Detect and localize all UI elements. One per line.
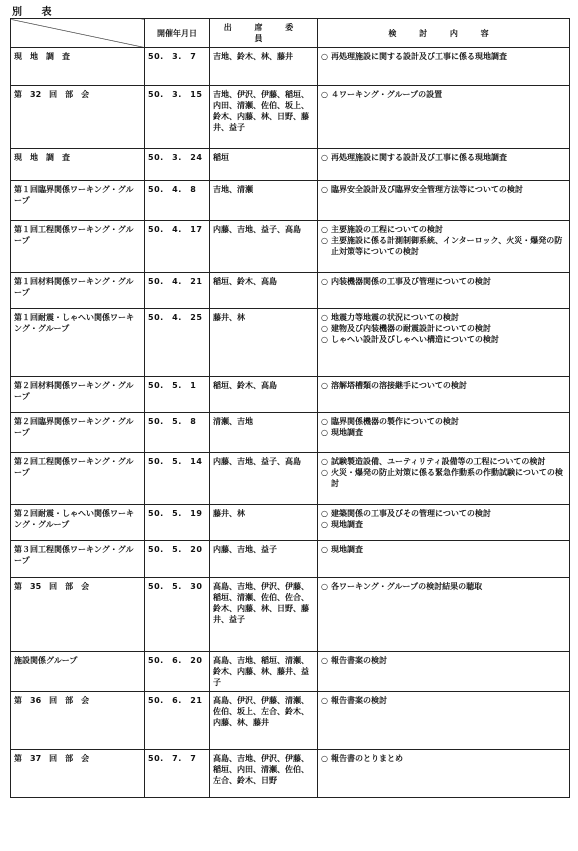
meeting-date: 50. 5. 20 — [145, 541, 210, 578]
agenda-item-text: 現地調査 — [331, 545, 363, 554]
table-row — [11, 86, 570, 149]
agenda-item-text: 各ワーキング・グループの検討結果の聴取 — [331, 582, 483, 591]
agenda-item — [321, 89, 566, 100]
agenda-item — [321, 152, 566, 163]
agenda-items — [318, 652, 570, 692]
meeting-date: 50. 4. 8 — [145, 181, 210, 221]
meeting-name: 第 35 回 部 会 — [11, 578, 145, 652]
agenda-items — [318, 273, 570, 309]
meeting-name: 第１回材料関係ワーキング・グループ — [11, 273, 145, 309]
meeting-name: 第２回耐震・しゃへい関係ワーキング・グループ — [11, 505, 145, 541]
agenda-items — [318, 453, 570, 505]
table-row — [11, 578, 570, 652]
table-row — [11, 273, 570, 309]
table-row — [11, 309, 570, 377]
meeting-schedule-table — [10, 18, 570, 798]
table-row — [11, 692, 570, 750]
agenda-item — [321, 544, 566, 555]
agenda-items — [318, 541, 570, 578]
circle-bullet-icon: ○ — [321, 696, 328, 705]
circle-bullet-icon: ○ — [321, 225, 328, 234]
circle-bullet-icon: ○ — [321, 90, 328, 99]
agenda-item — [321, 456, 566, 467]
meeting-name: 第１回工程関係ワーキング・グループ — [11, 221, 145, 273]
attending-members: 高島、吉地、稲垣、清瀬、鈴木、内藤、林、藤井、益子 — [210, 652, 318, 692]
attending-members: 内藤、吉地、益子、高島 — [210, 453, 318, 505]
agenda-items — [318, 149, 570, 181]
agenda-item — [321, 323, 566, 334]
agenda-item-text: 主要施設の工程についての検討 — [331, 225, 443, 234]
meeting-date: 50. 5. 30 — [145, 578, 210, 652]
agenda-item-text: 建築関係の工事及びその管理についての検討 — [331, 509, 491, 518]
circle-bullet-icon: ○ — [321, 185, 328, 194]
circle-bullet-icon: ○ — [321, 520, 328, 529]
agenda-item — [321, 655, 566, 666]
agenda-item — [321, 51, 566, 62]
agenda-item-text: しゃへい設計及びしゃへい構造についての検討 — [331, 335, 499, 344]
attending-members: 吉地、鈴木、林、藤井 — [210, 48, 318, 86]
agenda-item — [321, 581, 566, 592]
attending-members: 内藤、吉地、益子 — [210, 541, 318, 578]
attending-members: 吉地、伊沢、伊藤、稲垣、内田、清瀬、佐伯、坂上、鈴木、内藤、林、日野、藤井、益子 — [210, 86, 318, 149]
agenda-items — [318, 413, 570, 453]
header-content: 検 討 内 容 — [318, 19, 570, 48]
meeting-date: 50. 6. 21 — [145, 692, 210, 750]
agenda-item-text: 現地調査 — [331, 428, 363, 437]
document-title: 別 表 — [12, 7, 60, 18]
agenda-items — [318, 377, 570, 413]
circle-bullet-icon: ○ — [321, 417, 328, 426]
agenda-item — [321, 519, 566, 530]
agenda-item-text: 地震力等地震の状況についての検討 — [331, 313, 459, 322]
table-row — [11, 181, 570, 221]
meeting-name: 現 地 調 査 — [11, 48, 145, 86]
table-row — [11, 541, 570, 578]
circle-bullet-icon: ○ — [321, 656, 328, 665]
circle-bullet-icon: ○ — [321, 324, 328, 333]
agenda-items — [318, 578, 570, 652]
meeting-date: 50. 5. 8 — [145, 413, 210, 453]
agenda-items — [318, 309, 570, 377]
meeting-date: 50. 3. 15 — [145, 86, 210, 149]
table-row — [11, 48, 570, 86]
agenda-item-text: 臨界安全設計及び臨界安全管理方法等についての検討 — [331, 185, 523, 194]
agenda-items — [318, 750, 570, 798]
meeting-date: 50. 3. 7 — [145, 48, 210, 86]
circle-bullet-icon: ○ — [321, 582, 328, 591]
agenda-item — [321, 467, 566, 489]
agenda-item — [321, 508, 566, 519]
agenda-item — [321, 235, 566, 257]
agenda-items — [318, 181, 570, 221]
agenda-items — [318, 86, 570, 149]
agenda-item — [321, 753, 566, 764]
table-row — [11, 413, 570, 453]
meeting-date: 50. 5. 14 — [145, 453, 210, 505]
meeting-name: 現 地 調 査 — [11, 149, 145, 181]
meeting-name: 第２回材料関係ワーキング・グループ — [11, 377, 145, 413]
agenda-item-text: 火災・爆発の防止対策に係る緊急作動系の作動試験についての検討 — [331, 468, 563, 488]
agenda-item-text: 溶解塔槽類の溶接継手についての検討 — [331, 381, 467, 390]
agenda-item — [321, 380, 566, 391]
attending-members: 藤井、林 — [210, 309, 318, 377]
meeting-date: 50. 4. 17 — [145, 221, 210, 273]
table-row — [11, 505, 570, 541]
agenda-items — [318, 505, 570, 541]
agenda-item — [321, 334, 566, 345]
meeting-date: 50. 3. 24 — [145, 149, 210, 181]
circle-bullet-icon: ○ — [321, 381, 328, 390]
circle-bullet-icon: ○ — [321, 236, 328, 245]
circle-bullet-icon: ○ — [321, 468, 328, 477]
circle-bullet-icon: ○ — [321, 52, 328, 61]
circle-bullet-icon: ○ — [321, 153, 328, 162]
meeting-date: 50. 7. 7 — [145, 750, 210, 798]
header-members: 出 席 委 員 — [210, 19, 318, 48]
meeting-date: 50. 5. 1 — [145, 377, 210, 413]
circle-bullet-icon: ○ — [321, 313, 328, 322]
meeting-date: 50. 4. 21 — [145, 273, 210, 309]
circle-bullet-icon: ○ — [321, 277, 328, 286]
agenda-item-text: 臨界関係機器の製作についての検討 — [331, 417, 459, 426]
circle-bullet-icon: ○ — [321, 509, 328, 518]
attending-members: 稲垣、鈴木、高島 — [210, 377, 318, 413]
table-row — [11, 221, 570, 273]
meeting-name: 第２回工程関係ワーキング・グループ — [11, 453, 145, 505]
agenda-item — [321, 427, 566, 438]
header-meeting-cell — [11, 19, 145, 48]
table-row — [11, 377, 570, 413]
agenda-items — [318, 692, 570, 750]
attending-members: 稲垣 — [210, 149, 318, 181]
table-row — [11, 149, 570, 181]
meeting-name: 施設関係グループ — [11, 652, 145, 692]
agenda-item-text: ４ワーキング・グループの設置 — [331, 90, 443, 99]
agenda-items — [318, 48, 570, 86]
table-row — [11, 750, 570, 798]
attending-members: 清瀬、吉地 — [210, 413, 318, 453]
attending-members: 高島、吉地、伊沢、伊藤、稲垣、清瀬、佐伯、佐合、鈴木、内藤、林、日野、藤井、益子 — [210, 578, 318, 652]
meeting-date: 50. 5. 19 — [145, 505, 210, 541]
agenda-item — [321, 416, 566, 427]
meeting-name: 第 32 回 部 会 — [11, 86, 145, 149]
agenda-item-text: 建物及び内装機器の耐震設計についての検討 — [331, 324, 491, 333]
meeting-name: 第 36 回 部 会 — [11, 692, 145, 750]
agenda-item — [321, 224, 566, 235]
circle-bullet-icon: ○ — [321, 754, 328, 763]
attending-members: 高島、吉地、伊沢、伊藤、稲垣、内田、清瀬、佐伯、左合、鈴木、日野 — [210, 750, 318, 798]
agenda-item-text: 試験製造設備、ユーティリティ設備等の工程についての検討 — [331, 457, 546, 466]
circle-bullet-icon: ○ — [321, 457, 328, 466]
agenda-item-text: 現地調査 — [331, 520, 363, 529]
attending-members: 高島、伊沢、伊藤、清瀬、佐伯、坂上、左合、鈴木、内藤、林、藤井 — [210, 692, 318, 750]
meeting-date: 50. 6. 20 — [145, 652, 210, 692]
attending-members: 稲垣、鈴木、高島 — [210, 273, 318, 309]
meeting-name: 第 37 回 部 会 — [11, 750, 145, 798]
header-row — [11, 19, 570, 48]
agenda-item-text: 再処理施設に関する設計及び工事に係る現地調査 — [331, 153, 507, 162]
attending-members: 藤井、林 — [210, 505, 318, 541]
agenda-item-text: 内装機器関係の工事及び管理についての検討 — [331, 277, 491, 286]
attending-members: 内藤、吉地、益子、高島 — [210, 221, 318, 273]
meeting-date: 50. 4. 25 — [145, 309, 210, 377]
agenda-item-text: 報告書のとりまとめ — [331, 754, 403, 763]
agenda-item-text: 主要施設に係る計測制御系統、インターロック、火災・爆発の防止対策等についての検討 — [331, 236, 563, 256]
agenda-item-text: 再処理施設に関する設計及び工事に係る現地調査 — [331, 52, 507, 61]
agenda-item-text: 報告書案の検討 — [331, 696, 387, 705]
table-row — [11, 652, 570, 692]
agenda-item — [321, 276, 566, 287]
agenda-item-text: 報告書案の検討 — [331, 656, 387, 665]
agenda-items — [318, 221, 570, 273]
meeting-name: 第１回耐震・しゃへい関係ワーキング・グループ — [11, 309, 145, 377]
attending-members: 吉地、清瀬 — [210, 181, 318, 221]
meeting-name: 第２回臨界関係ワーキング・グループ — [11, 413, 145, 453]
agenda-item — [321, 312, 566, 323]
circle-bullet-icon: ○ — [321, 335, 328, 344]
meeting-name: 第１回臨界関係ワーキング・グループ — [11, 181, 145, 221]
agenda-item — [321, 184, 566, 195]
meeting-name: 第３回工程関係ワーキング・グループ — [11, 541, 145, 578]
table-row — [11, 453, 570, 505]
agenda-item — [321, 695, 566, 706]
header-date: 開催年月日 — [145, 19, 210, 48]
circle-bullet-icon: ○ — [321, 428, 328, 437]
circle-bullet-icon: ○ — [321, 545, 328, 554]
